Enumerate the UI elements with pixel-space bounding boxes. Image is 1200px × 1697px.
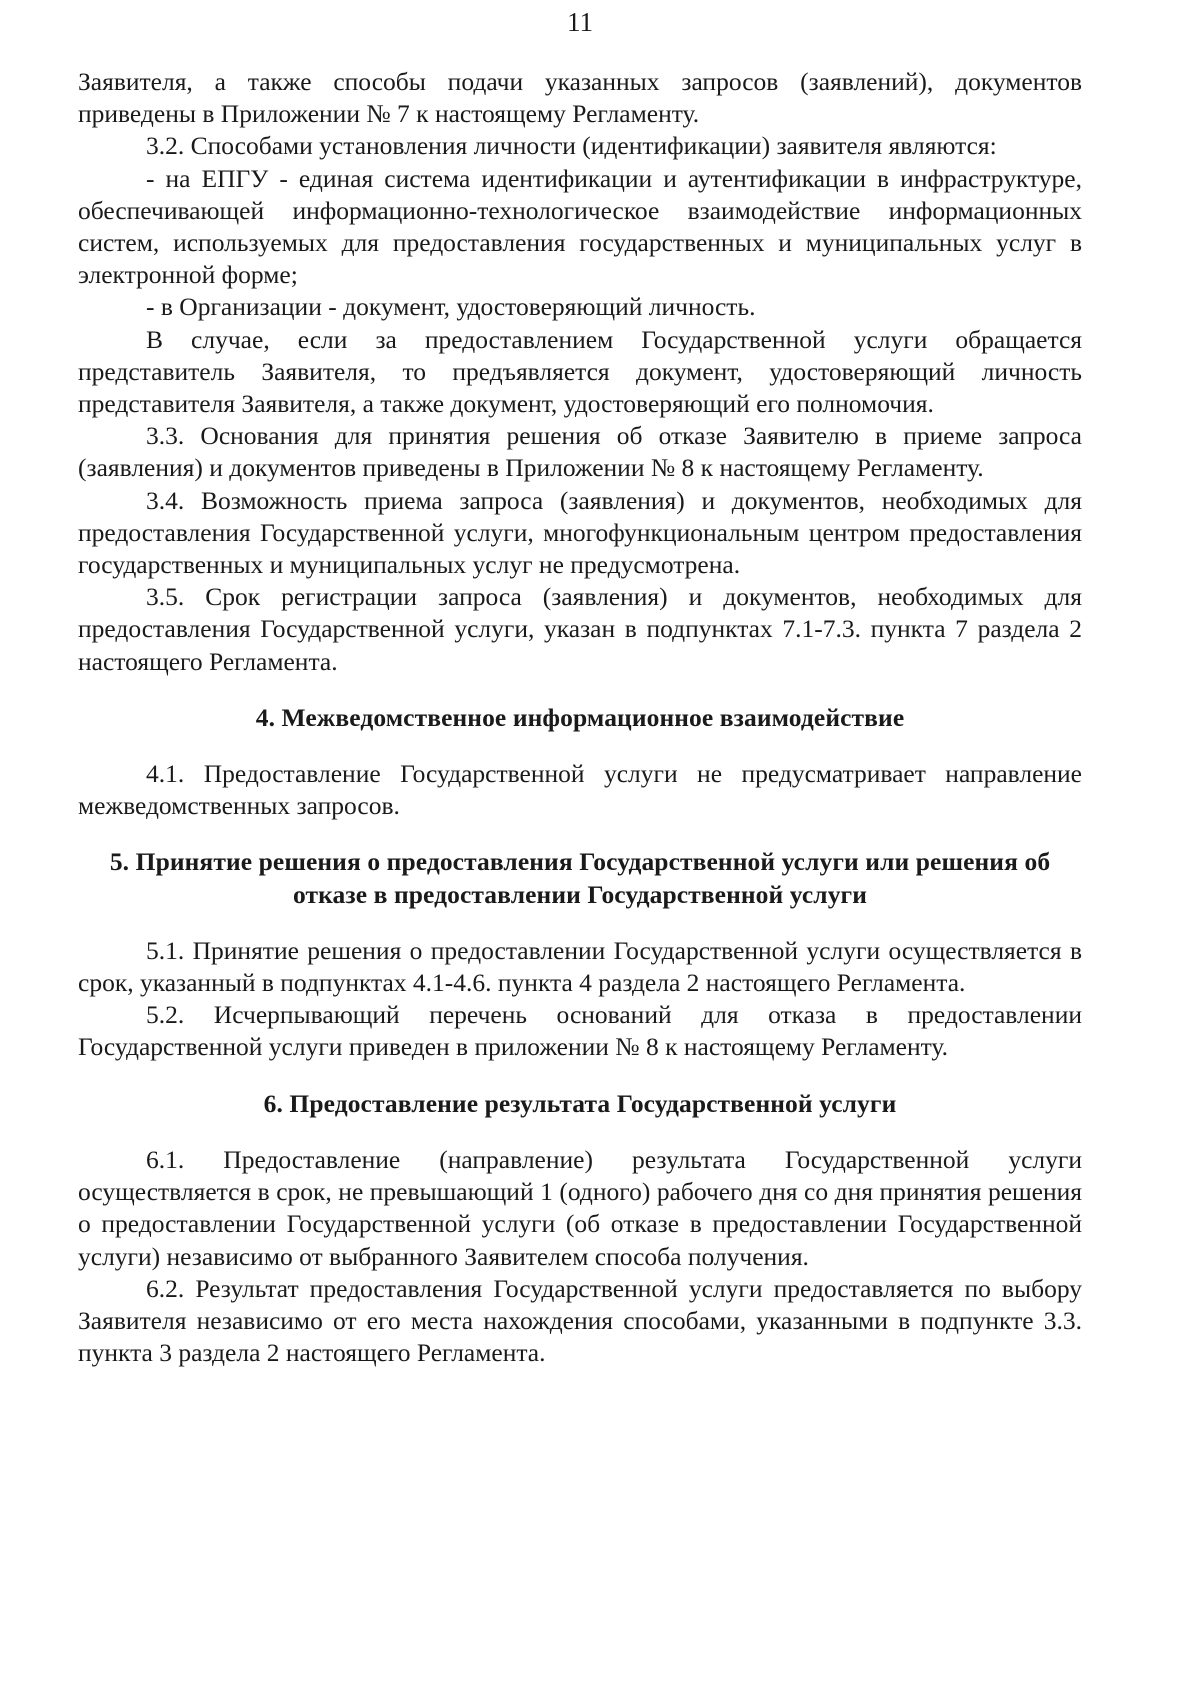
paragraph-6-2: 6.2. Результат предоставления Государственной услуги предоставляется по выбору Заявителя независимо от его места нахождения способами, указанными в подпункте 3.3. пункта 3 раздела 2 настоящего Регламента.	[78, 1273, 1082, 1368]
list-item-epgu: - на ЕПГУ - единая система идентификации и аутентификации в инфраструктуре, обеспечивающей информационно-технологическое взаимодействие информационных систем, используемых для предоставления государственных и муниципальных услуг в электронной форме;	[78, 163, 1082, 290]
paragraph-6-1: 6.1. Предоставление (направление) результата Государственной услуги осуществляется в срок, не превышающий 1 (одного) рабочего дня со дня принятия решения о предоставлении Государственной услуги (об отказе в предоставлении Государственной услуги) независимо от выбранного Заявителем способа получения.	[78, 1144, 1082, 1271]
paragraph-3-4: 3.4. Возможность приема запроса (заявления) и документов, необходимых для предоставления Государственной услуги, многофункциональным центром предоставления государственных и муниципальных услуг не предусмотрена.	[78, 485, 1082, 580]
paragraph-5-2: 5.2. Исчерпывающий перечень оснований для отказа в предоставлении Государственной услуги приведен в приложении № 8 к настоящему Регламенту.	[78, 1000, 1082, 1062]
section-heading-6: 6. Предоставление результата Государственной услуги	[263, 1088, 897, 1118]
paragraph-4-1: 4.1. Предоставление Государственной услуги не предусматривает направление межведомственных запросов.	[78, 759, 1082, 821]
section-heading-5: 5. Принятие решения о предоставления Государственной услуги или решения об отказе в предоставлении Государственной услуги	[109, 847, 1051, 909]
paragraph-3-2: 3.2. Способами установления личности (идентификации) заявителя являются:	[146, 131, 997, 161]
list-item-organization: - в Организации - документ, удостоверяющий личность.	[146, 292, 756, 322]
paragraph-continuation: Заявителя, а также способы подачи указанных запросов (заявлений), документов приведены в Приложении № 7 к настоящему Регламенту.	[78, 67, 1082, 129]
section-heading-4: 4. Межведомственное информационное взаимодействие	[255, 702, 905, 732]
paragraph-3-3: 3.3. Основания для принятия решения об отказе Заявителю в приеме запроса (заявления) и документов приведены в Приложении № 8 к настоящему Регламенту.	[78, 421, 1082, 483]
paragraph-3-5: 3.5. Срок регистрации запроса (заявления) и документов, необходимых для предоставления Государственной услуги, указан в подпунктах 7.1-7.3. пункта 7 раздела 2 настоящего Регламента.	[78, 582, 1082, 676]
paragraph-representative: В случае, если за предоставлением Государственной услуги обращается представитель Заявителя, то предъявляется документ, удостоверяющий личность представителя Заявителя, а также документ, удостоверяющий его полномочия.	[78, 324, 1082, 419]
paragraph-5-1: 5.1. Принятие решения о предоставлении Государственной услуги осуществляется в срок, указанный в подпунктах 4.1-4.6. пункта 4 раздела 2 настоящего Регламента.	[78, 935, 1082, 998]
page-number: 11	[567, 7, 593, 37]
document-body	[78, 66, 1082, 1369]
